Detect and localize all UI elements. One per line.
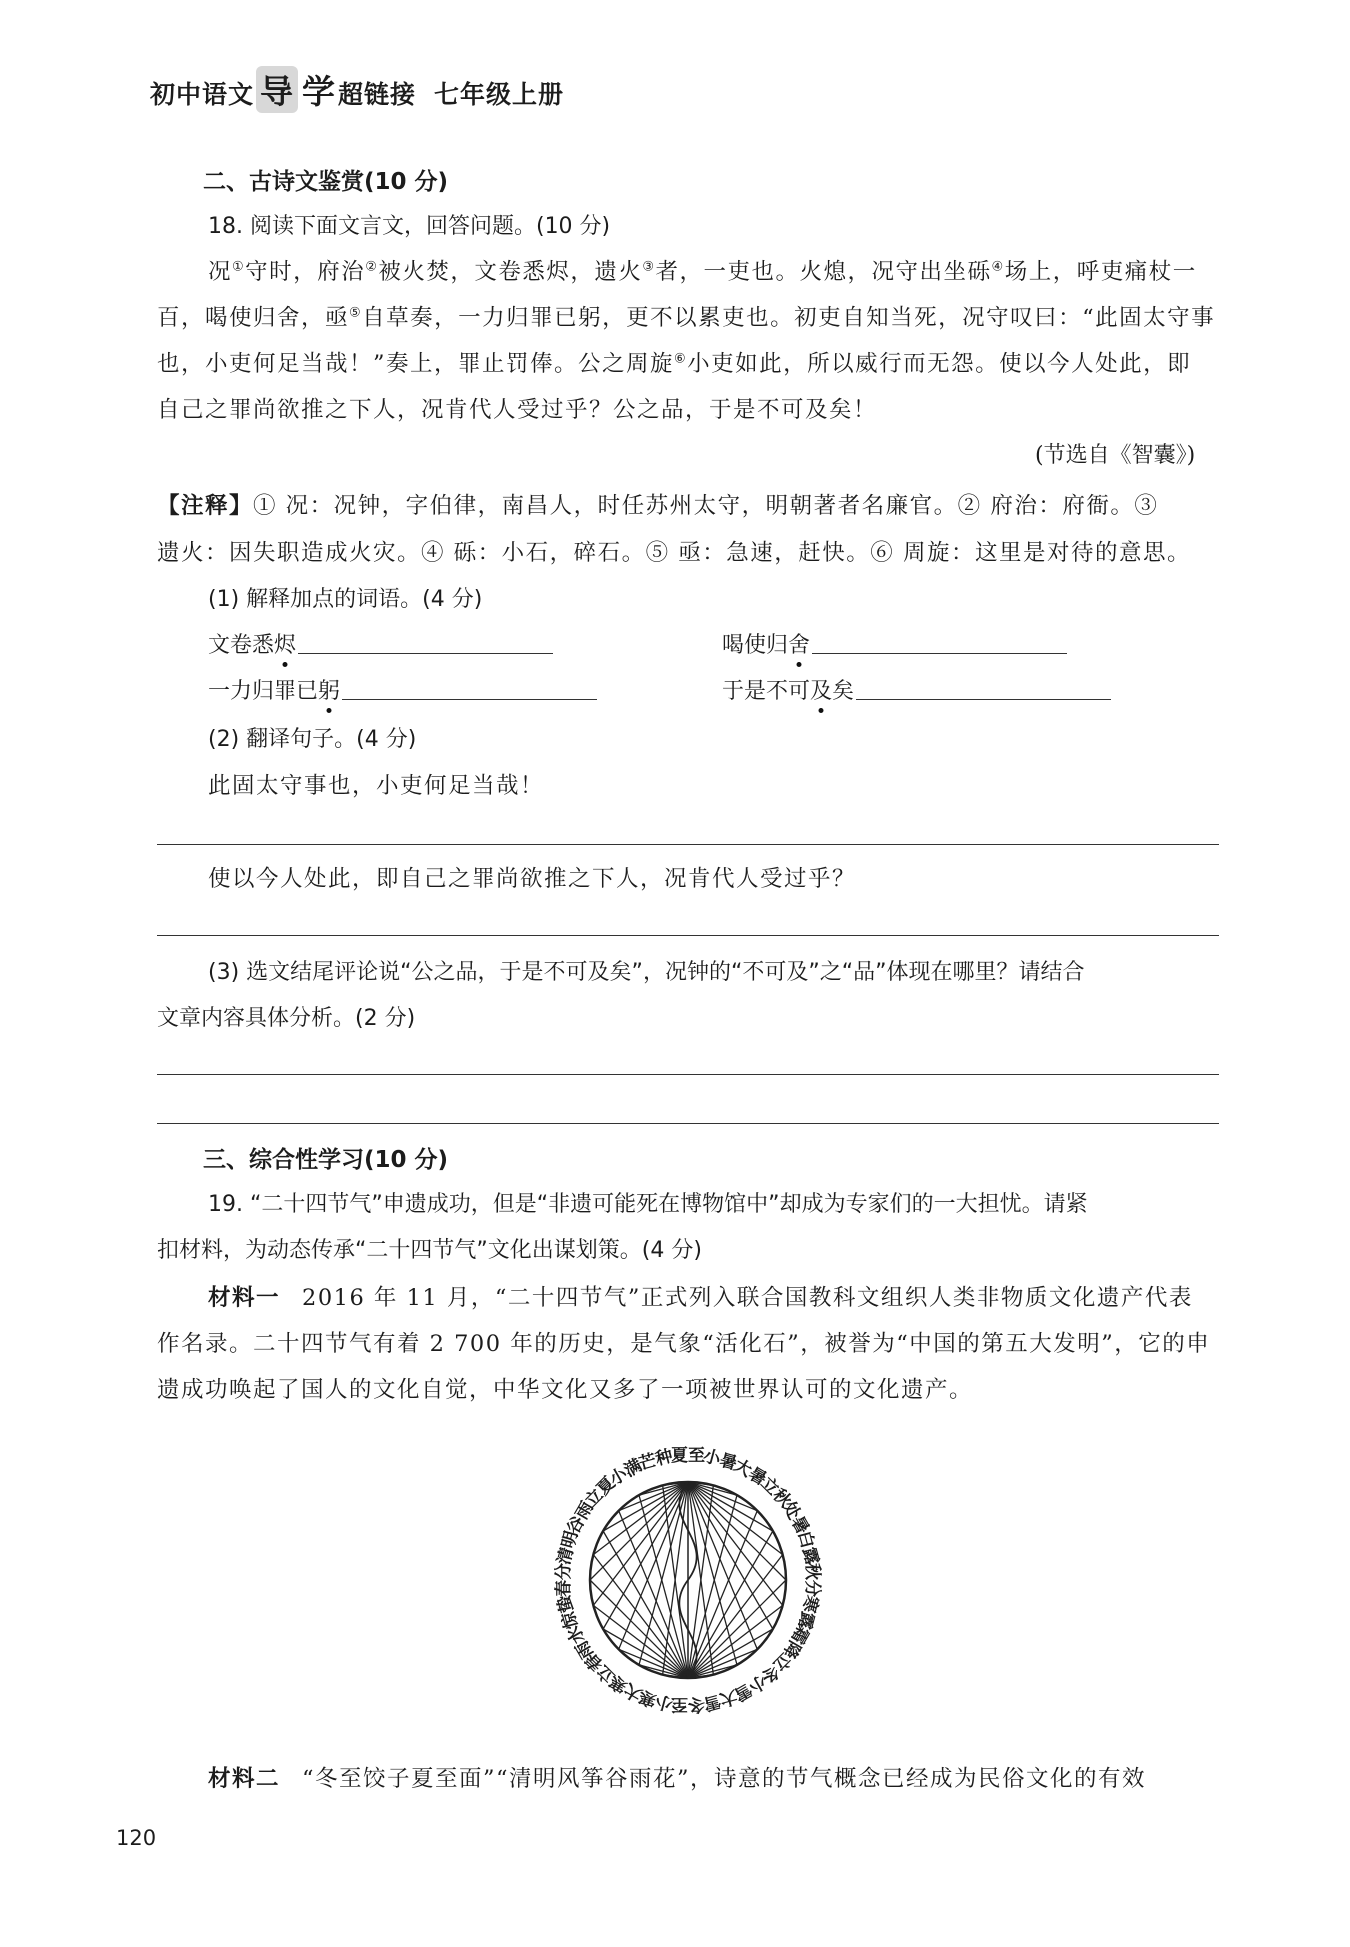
material-1-line-3: 遗成功唤起了国人的文化自觉，中华文化又多了一项被世界认可的文化遗产。	[157, 1377, 974, 1403]
svg-text:冬至: 冬至	[671, 1694, 705, 1714]
diagram-chord	[688, 1482, 773, 1629]
passage-line-4: 自己之罪尚欲推之下人，况肯代人受过乎？公之品，于是不可及矣！	[157, 397, 878, 423]
solar-term-label	[802, 1563, 823, 1597]
answer-line[interactable]	[856, 699, 1111, 700]
svg-text:雨水: 雨水	[563, 1622, 598, 1662]
material-2-line-1: 材料二 “冬至饺子夏至面”“清明风筝谷雨花”，诗意的节气概念已经成为民俗文化的有效	[208, 1766, 1147, 1792]
svg-text:大暑: 大暑	[730, 1455, 770, 1490]
material-1-line-2: 作名录。二十四节气有着 2 700 年的历史，是气象“活化石”，被誉为“中国的第五大发明”，它的申	[157, 1331, 1211, 1357]
svg-text:立夏: 立夏	[581, 1473, 620, 1512]
solar-term-label	[701, 1686, 739, 1715]
svg-text:小寒: 小寒	[636, 1685, 675, 1714]
solar-term-label	[553, 1563, 574, 1597]
svg-text:寒露: 寒露	[793, 1593, 822, 1632]
diagram-chord	[603, 1531, 688, 1678]
q18-prompt: 18. 阅读下面文言文，回答问题。(10 分)	[208, 214, 611, 239]
material-2-label: 材料二	[208, 1766, 281, 1792]
material-1-line-1: 材料一 2016 年 11 月，“二十四节气”正式列入联合国教科文组织人类非物质文化遗产代表	[208, 1285, 1193, 1311]
svg-text:立秋: 立秋	[756, 1473, 795, 1512]
sub1-item-1: 文卷悉烬	[208, 628, 553, 659]
svg-text:小雪: 小雪	[730, 1670, 770, 1705]
header-subtitle: 超链接	[338, 80, 417, 109]
solar-term-label	[671, 1445, 705, 1466]
diagram-chord	[603, 1482, 688, 1629]
svg-text:芒种: 芒种	[636, 1446, 675, 1475]
page-number: 120	[116, 1826, 157, 1850]
svg-text:立冬: 立冬	[756, 1648, 795, 1687]
svg-text:夏至: 夏至	[671, 1446, 705, 1466]
solar-term-label	[671, 1694, 705, 1715]
svg-text:秋分: 秋分	[802, 1563, 822, 1597]
answer-line[interactable]	[157, 844, 1219, 845]
answer-line[interactable]	[342, 699, 597, 700]
svg-text:清明: 清明	[554, 1528, 583, 1567]
sub2-sentence-1: 此固太守事也，小吏何足当哉！	[208, 773, 545, 799]
sub2-sentence-2: 使以今人处此，即自己之罪尚欲推之下人，况肯代人受过乎？	[208, 866, 857, 892]
svg-text:小暑: 小暑	[701, 1446, 740, 1475]
solar-term-label	[637, 1445, 675, 1474]
svg-text:立春: 立春	[581, 1648, 620, 1687]
q19-line-2: 扣材料，为动态传承“二十四节气”文化出谋划策。(4 分)	[157, 1238, 702, 1263]
sub1-item-2: 喝使归舍	[722, 628, 1067, 659]
sub1-item-4: 于是不可及矣	[722, 674, 1111, 705]
diagram-chord	[639, 1495, 688, 1678]
solar-term-label	[794, 1529, 823, 1567]
svg-text:春分: 春分	[554, 1563, 574, 1597]
sub1-prompt: (1) 解释加点的词语。(4 分)	[208, 587, 483, 612]
svg-text:白露: 白露	[793, 1528, 822, 1567]
svg-text:谷雨: 谷雨	[563, 1498, 598, 1538]
material-1-label: 材料一	[208, 1285, 281, 1311]
header-grade: 七年级上册	[434, 80, 565, 109]
sub3-line-1: (3) 选文结尾评论说“公之品，于是不可及矣”，况钟的“不可及”之“品”体现在哪里？请结合	[208, 960, 1085, 985]
svg-text:霜降: 霜降	[778, 1622, 813, 1662]
sub3-line-2: 文章内容具体分析。(2 分)	[157, 1006, 416, 1031]
solar-term-label	[553, 1593, 582, 1632]
page-header	[150, 66, 564, 113]
answer-line[interactable]	[812, 653, 1067, 654]
sub1-item-3: 一力归罪已躬	[208, 674, 597, 705]
section-2-title: 二、古诗文鉴赏(10 分)	[203, 169, 449, 195]
passage-line-2: 百，喝使归舍，亟⑤自草奏，一力归罪已躬，更不以累吏也。初吏自知当死，况守叹曰：“此固太守事	[157, 305, 1216, 331]
svg-text:处暑: 处暑	[778, 1498, 813, 1538]
section-3-title: 三、综合性学习(10 分)	[203, 1147, 449, 1173]
notes-label: 【注释】	[157, 493, 254, 519]
notes-line-1: 【注释】① 况：况钟，字伯律，南昌人，时任苏州太守，明朝著者名廉官。② 府治：府衙。③	[157, 493, 1159, 519]
q19-line-1: 19. “二十四节气”申遗成功，但是“非遗可能死在博物馆中”却成为专家们的一大担忧。请紧	[208, 1192, 1088, 1217]
header-title: 初中语文	[150, 80, 255, 109]
svg-text:大雪: 大雪	[701, 1685, 740, 1714]
header-logo-dao: 导	[256, 66, 298, 113]
svg-text:惊蛰: 惊蛰	[554, 1593, 583, 1632]
answer-line[interactable]	[157, 1123, 1219, 1124]
sub2-prompt: (2) 翻译句子。(4 分)	[208, 727, 417, 752]
notes-line-2: 遗火：因失职造成火灾。④ 砾：小石，碎石。⑤ 亟：急速，赶快。⑥ 周旋：这里是对待的意思。	[157, 540, 1191, 566]
diagram-chord	[688, 1482, 737, 1665]
svg-text:大寒: 大寒	[606, 1670, 646, 1705]
passage-line-3: 也，小吏何足当哉！”奏上，罪止罚俸。公之周旋⑥小吏如此，所以威行而无怨。使以今人处此，即	[157, 351, 1192, 377]
passage-source: (节选自《智囊》)	[1035, 443, 1196, 468]
passage-line-1: 况①守时，府治②被火焚，文卷悉烬，遗火③者，一吏也。火熄，况守出坐砾④场上，呼吏痛杖一	[208, 259, 1197, 285]
diagram-chord	[688, 1531, 773, 1678]
answer-line[interactable]	[298, 653, 553, 654]
answer-line[interactable]	[157, 935, 1219, 936]
svg-text:小满: 小满	[606, 1455, 646, 1490]
solar-terms-diagram	[528, 1420, 848, 1740]
answer-line[interactable]	[157, 1074, 1219, 1075]
header-logo-xue: 学	[302, 72, 337, 111]
